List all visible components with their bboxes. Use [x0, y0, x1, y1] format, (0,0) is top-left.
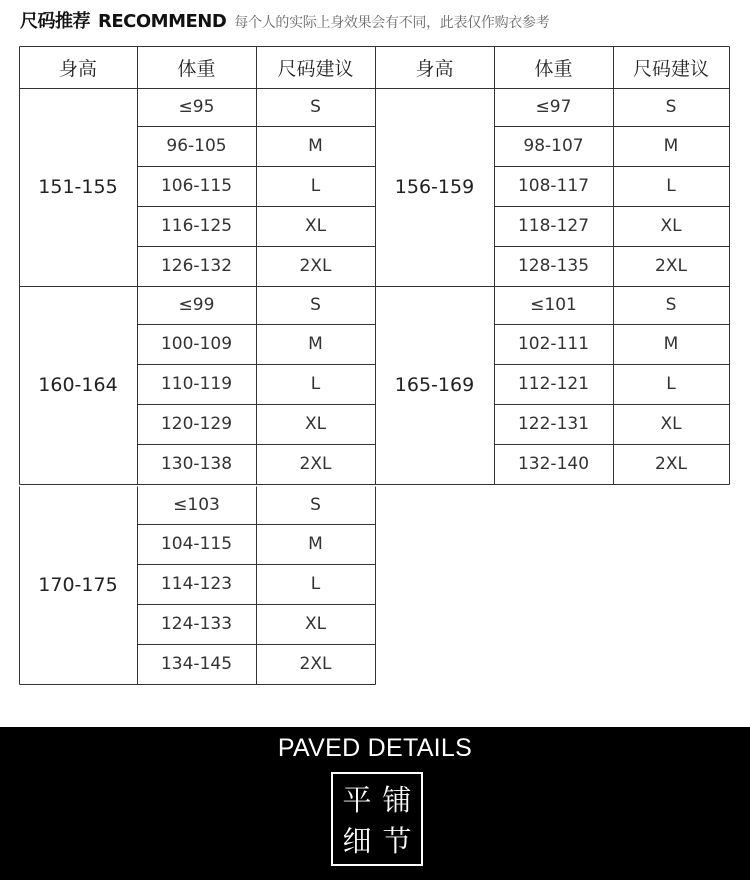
weight-cell: 120-129: [160, 414, 233, 434]
weight-cell: 132-140: [517, 454, 590, 474]
weight-cell: ≤99: [178, 295, 215, 315]
height-cell: 156-159: [394, 176, 475, 198]
details-char: 铺: [382, 783, 412, 817]
paved-details-banner: [0, 727, 750, 880]
size-cell: 2XL: [655, 256, 687, 276]
header-cell: 体重: [534, 57, 573, 80]
weight-cell: 116-125: [160, 216, 233, 236]
size-cell: XL: [304, 414, 327, 434]
weight-cell: 98-107: [523, 136, 584, 156]
size-cell: L: [666, 374, 676, 394]
size-cell: 2XL: [299, 654, 332, 674]
details-char: 平: [342, 783, 372, 817]
size-cell: L: [310, 374, 321, 394]
weight-cell: 122-131: [517, 414, 590, 434]
weight-cell: ≤95: [178, 97, 215, 117]
weight-cell: 100-109: [160, 334, 233, 354]
size-cell: XL: [304, 614, 327, 634]
size-cell: XL: [660, 414, 682, 434]
height-cell: 165-169: [394, 374, 475, 396]
weight-cell: 118-127: [517, 216, 590, 236]
weight-cell: 130-138: [160, 454, 233, 474]
height-cell: 151-155: [38, 176, 118, 198]
weight-cell: 134-145: [160, 654, 233, 674]
size-cell: S: [665, 97, 677, 117]
size-cell: L: [666, 176, 676, 196]
header-cell: 身高: [415, 57, 454, 80]
size-cell: S: [310, 97, 321, 117]
details-title: PAVED DETAILS: [277, 734, 473, 762]
title-note: 每个人的实际上身效果会有不同，此表仅作购衣参考: [234, 15, 550, 31]
details-char: 节: [382, 824, 412, 858]
header-cell: 身高: [58, 57, 97, 80]
weight-cell: 112-121: [517, 374, 590, 394]
weight-cell: ≤97: [535, 97, 572, 117]
header-cell: 尺码建议: [277, 57, 354, 80]
header-cell: 体重: [177, 57, 216, 80]
details-box: [331, 772, 423, 866]
size-cell: L: [310, 574, 321, 594]
weight-cell: 102-111: [517, 334, 590, 354]
size-cell: S: [665, 295, 677, 315]
weight-cell: 128-135: [517, 256, 590, 276]
size-cell: XL: [660, 216, 682, 236]
details-char: 细: [342, 824, 372, 858]
size-cell: 2XL: [299, 256, 332, 276]
weight-cell: 96-105: [166, 136, 227, 156]
weight-cell: 110-119: [160, 374, 233, 394]
size-cell: M: [308, 334, 323, 354]
weight-cell: 126-132: [160, 256, 233, 276]
weight-cell: ≤103: [173, 495, 220, 515]
size-cell: 2XL: [655, 454, 687, 474]
weight-cell: ≤101: [530, 295, 577, 315]
title-english: RECOMMEND: [98, 11, 227, 32]
height-cell: 170-175: [38, 574, 118, 596]
size-cell: L: [310, 176, 321, 196]
size-cell: 2XL: [299, 454, 332, 474]
weight-cell: 104-115: [160, 534, 233, 554]
weight-cell: 124-133: [160, 614, 233, 634]
size-cell: M: [308, 136, 323, 156]
size-cell: S: [310, 295, 321, 315]
size-cell: M: [663, 136, 679, 156]
size-cell: XL: [304, 216, 327, 236]
weight-cell: 108-117: [517, 176, 590, 196]
size-cell: M: [308, 534, 323, 554]
size-cell: M: [663, 334, 679, 354]
weight-cell: 106-115: [160, 176, 233, 196]
header-cell: 尺码建议: [632, 57, 709, 80]
size-cell: S: [310, 495, 321, 515]
title-main: 尺码推荐: [20, 11, 90, 32]
weight-cell: 114-123: [160, 574, 233, 594]
height-cell: 160-164: [38, 374, 118, 396]
